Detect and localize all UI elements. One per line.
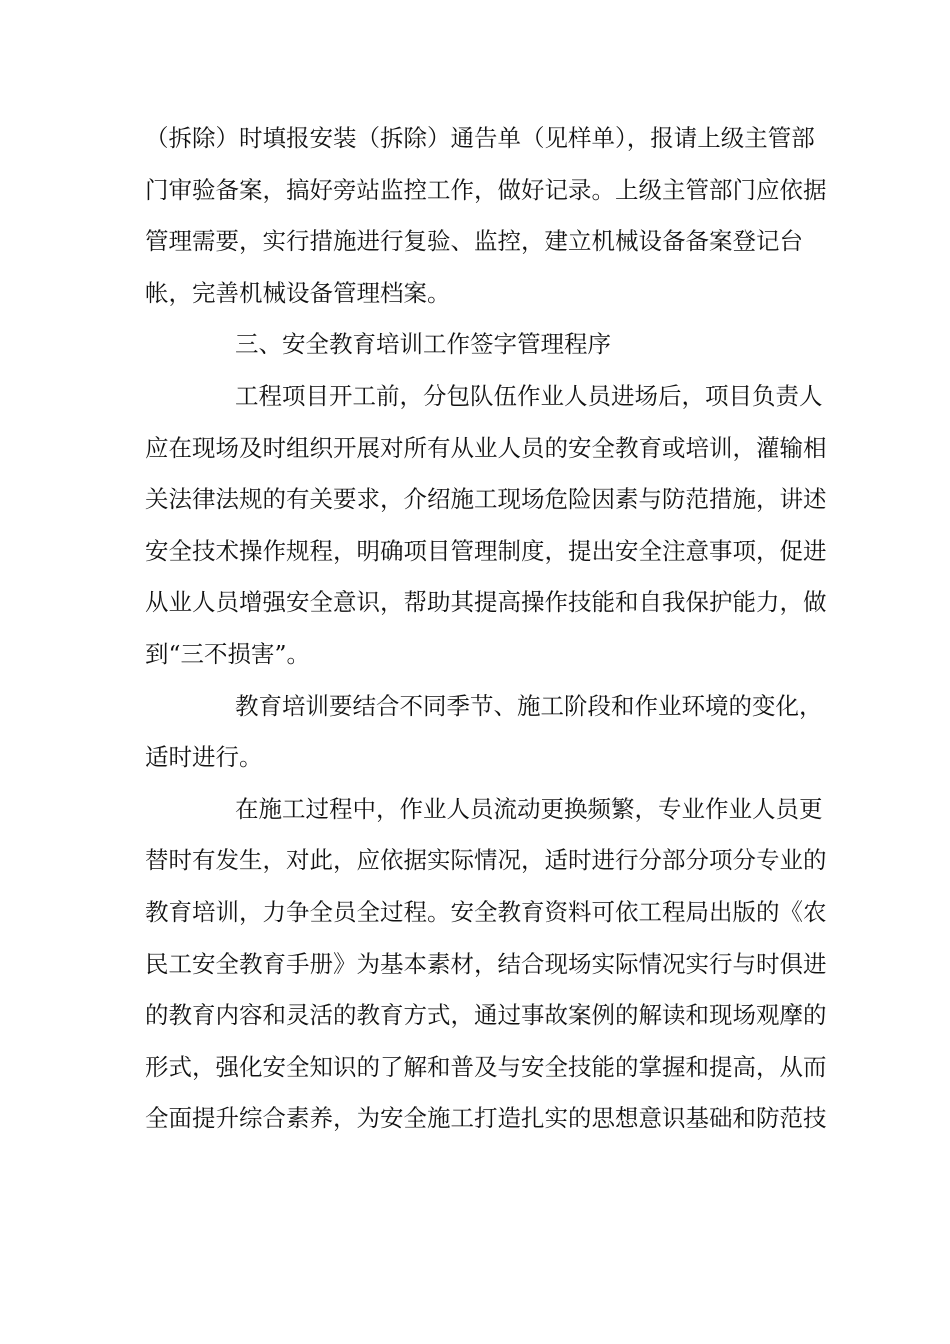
text-line: 民工安全教育手册》为基本素材，结合现场实际情况实行与时俱进 <box>145 949 827 978</box>
text-line: 关法律法规的有关要求，介绍施工现场危险因素与防范措施，讲述 <box>145 485 827 514</box>
text-line: 安全技术操作规程，明确项目管理制度，提出安全注意事项，促进 <box>145 536 827 565</box>
text-line: 在施工过程中，作业人员流动更换频繁，专业作业人员更 <box>235 794 823 823</box>
text-line: （拆除）时填报安装（拆除）通告单（见样单），报请上级主管部 <box>145 124 815 152</box>
section-heading: 三、安全教育培训工作签字管理程序 <box>235 330 611 359</box>
document-body <box>145 113 827 1145</box>
text-line: 帐，完善机械设备管理档案。 <box>145 278 451 307</box>
text-line: 从业人员增强安全意识，帮助其提高操作技能和自我保护能力，做 <box>145 588 827 617</box>
text-line: 门审验备案，搞好旁站监控工作，做好记录。上级主管部门应依据 <box>145 175 827 204</box>
text-line: 适时进行。 <box>145 743 263 772</box>
text-line: 应在现场及时组织开展对所有从业人员的安全教育或培训，灌输相 <box>145 433 827 462</box>
text-line: 的教育内容和灵活的教育方式，通过事故案例的解读和现场观摩的 <box>145 1001 827 1030</box>
text-line: 到“三不损害”。 <box>145 639 311 668</box>
text-line: 教育培训，力争全员全过程。安全教育资料可依工程局出版的《农 <box>145 897 827 926</box>
text-line: 教育培训要结合不同季节、施工阶段和作业环境的变化， <box>235 691 823 720</box>
text-line: 形式，强化安全知识的了解和普及与安全技能的掌握和提高，从而 <box>145 1052 827 1081</box>
text-line: 替时有发生，对此，应依据实际情况，适时进行分部分项分专业的 <box>145 846 827 875</box>
text-line: 全面提升综合素养，为安全施工打造扎实的思想意识基础和防范技 <box>145 1104 827 1133</box>
text-line: 工程项目开工前，分包队伍作业人员进场后，项目负责人 <box>235 381 823 410</box>
text-line: 管理需要，实行措施进行复验、监控，建立机械设备备案登记台 <box>145 227 803 256</box>
